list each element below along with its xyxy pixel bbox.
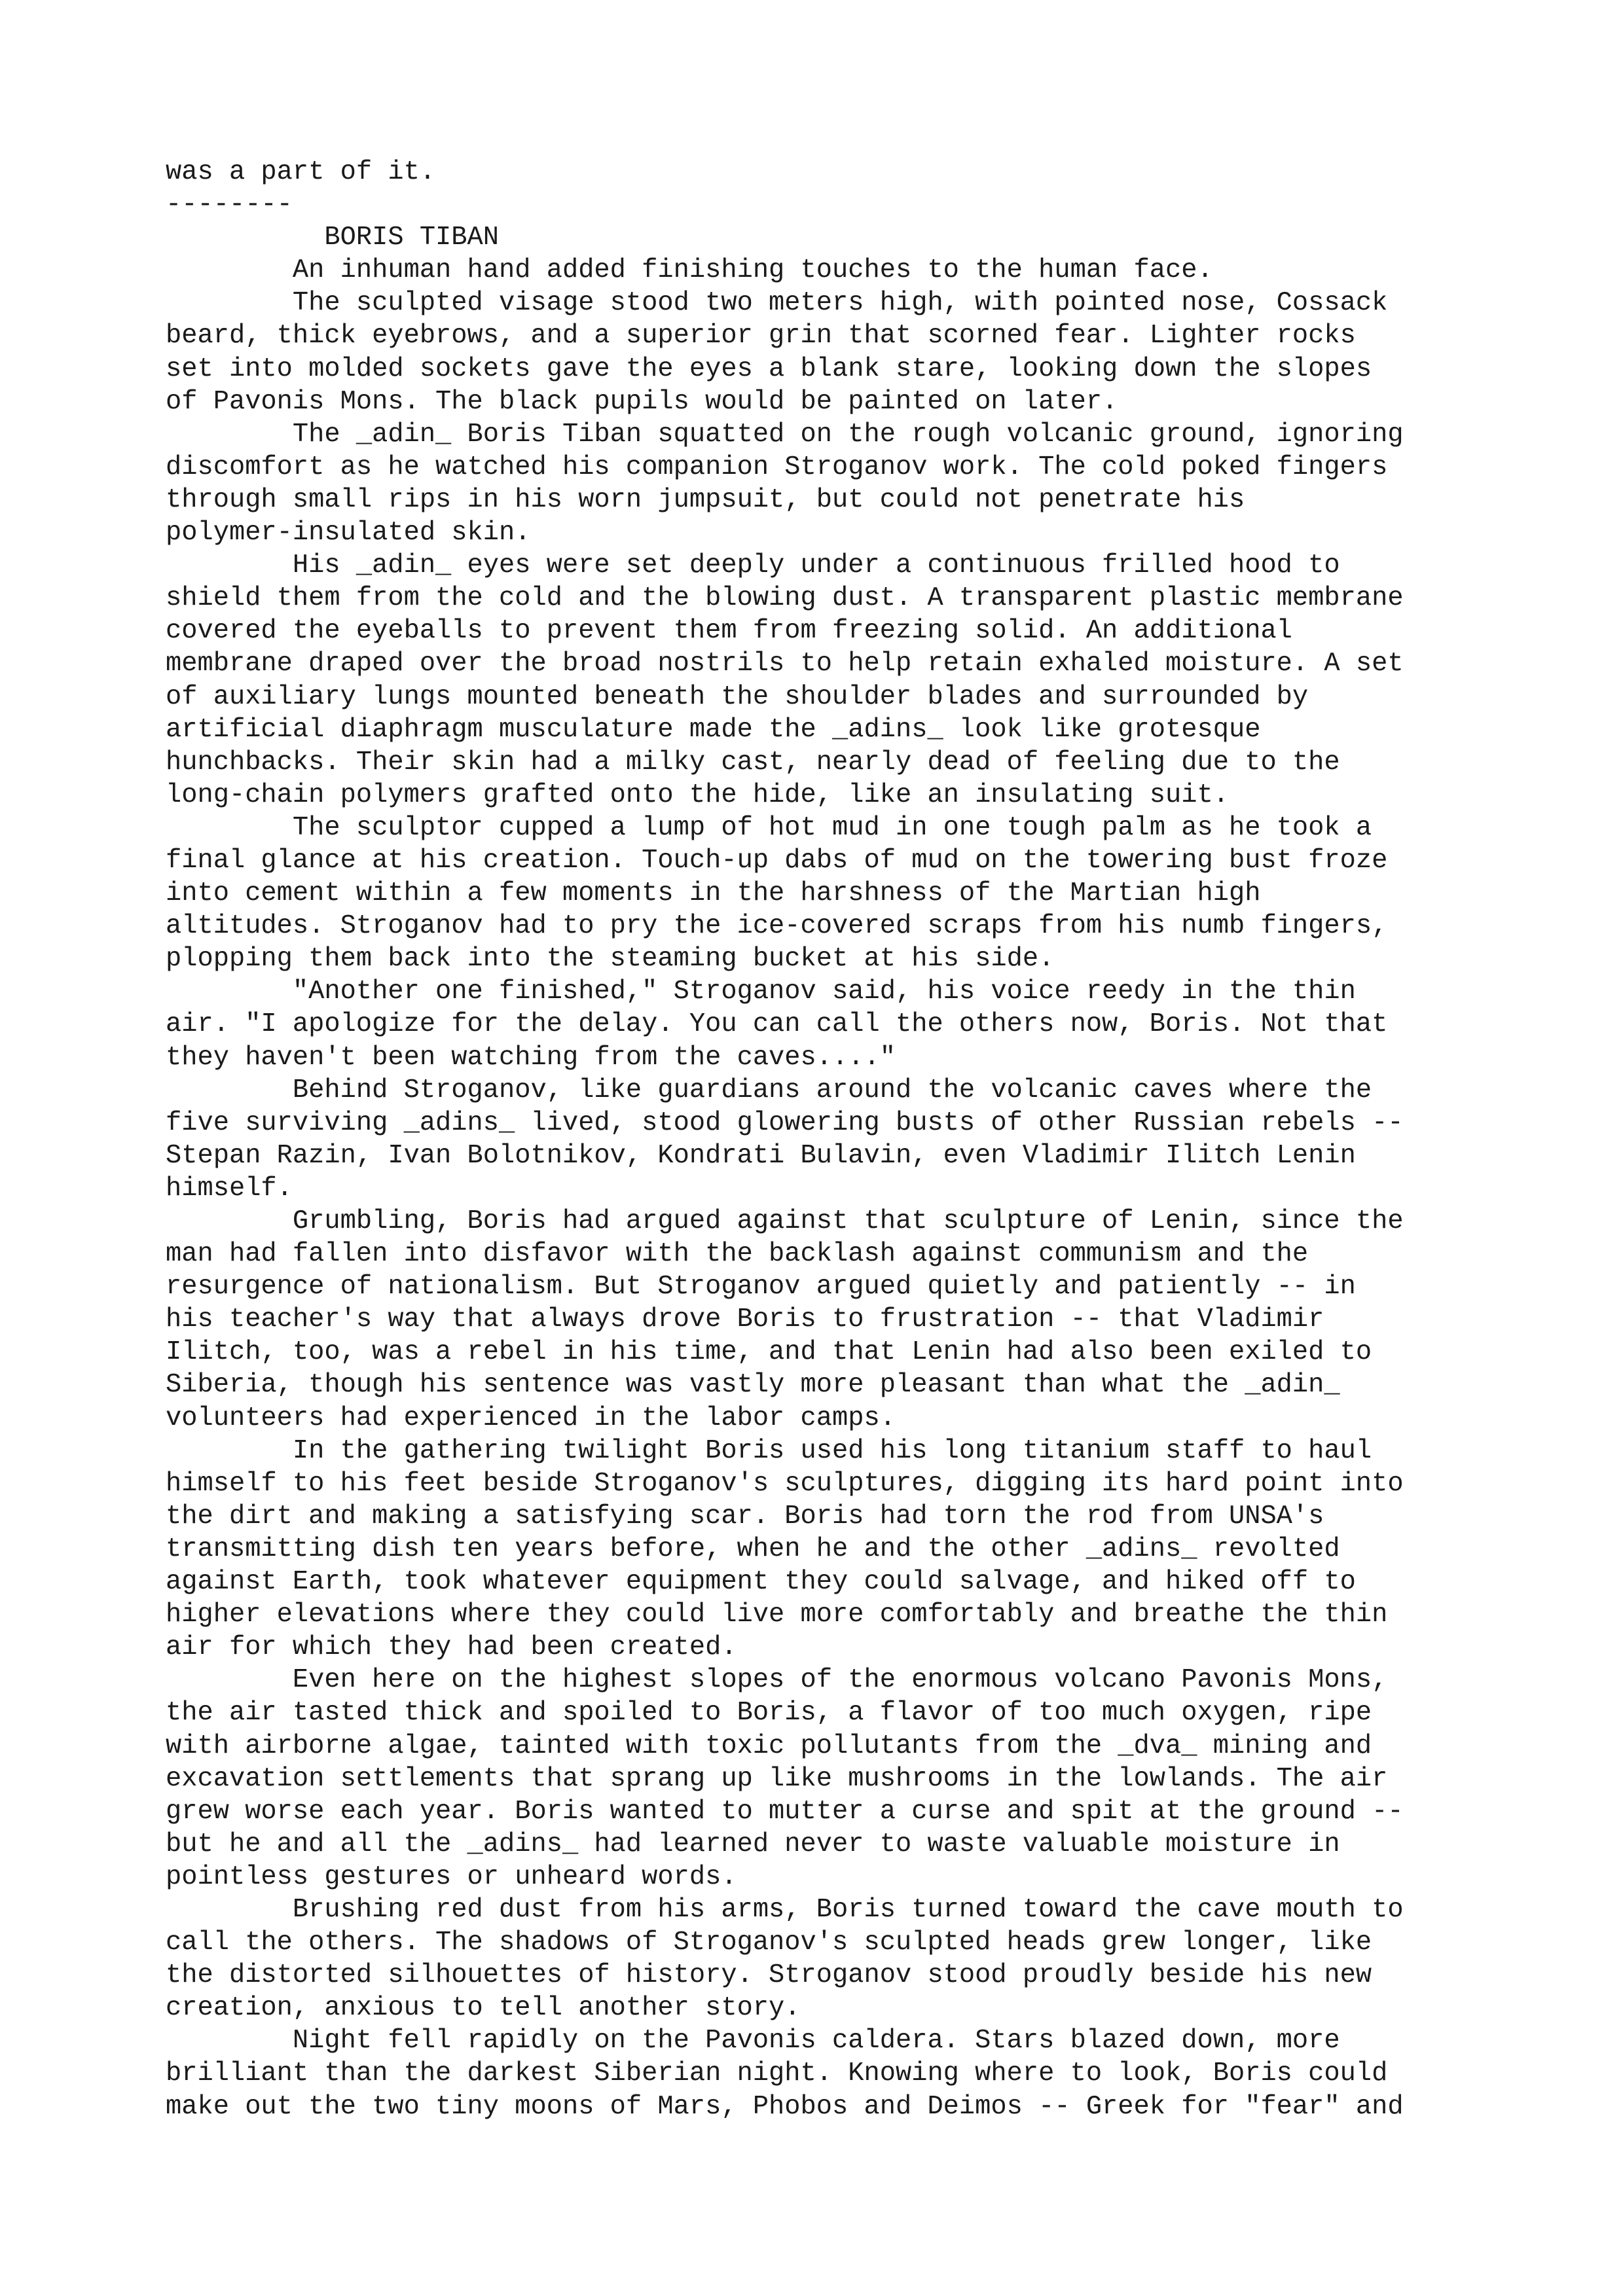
text-line: of Pavonis Mons. The black pupils would be painted on later. bbox=[166, 386, 1118, 417]
text-line: Siberia, though his sentence was vastly more pleasant than what the _adin_ bbox=[166, 1370, 1340, 1401]
text-line: make out the two tiny moons of Mars, Phobos and Deimos -- Greek for "fear" and bbox=[166, 2091, 1404, 2122]
text-line: his teacher's way that always drove Boris to frustration -- that Vladimir bbox=[166, 1304, 1324, 1335]
text-line: the air tasted thick and spoiled to Boris, a flavor of too much oxygen, ripe bbox=[166, 1698, 1372, 1729]
text-line: long-chain polymers grafted onto the hide, like an insulating suit. bbox=[166, 780, 1229, 810]
text-line: artificial diaphragm musculature made the _adins_ look like grotesque bbox=[166, 714, 1261, 745]
text-line: of auxiliary lungs mounted beneath the shoulder blades and surrounded by bbox=[166, 681, 1309, 712]
text-line: himself. bbox=[166, 1173, 293, 1204]
text-line: In the gathering twilight Boris used his long titanium staff to haul bbox=[166, 1435, 1372, 1466]
text-line: was a part of it. bbox=[166, 157, 436, 187]
text-line: transmitting dish ten years before, when he and the other _adins_ revolted bbox=[166, 1534, 1340, 1564]
text-line: brilliant than the darkest Siberian night. Knowing where to look, Boris could bbox=[166, 2058, 1388, 2089]
text-line: plopping them back into the steaming bucket at his side. bbox=[166, 944, 1055, 975]
text-line: man had fallen into disfavor with the backlash against communism and the bbox=[166, 1239, 1309, 1270]
text-line: set into molded sockets gave the eyes a blank stare, looking down the slopes bbox=[166, 353, 1372, 384]
text-line: grew worse each year. Boris wanted to mutter a curse and spit at the ground -- bbox=[166, 1796, 1404, 1827]
text-line: volunteers had experienced in the labor camps. bbox=[166, 1403, 896, 1433]
text-line: into cement within a few moments in the harshness of the Martian high bbox=[166, 878, 1261, 909]
text-line: Behind Stroganov, like guardians around the volcanic caves where the bbox=[166, 1075, 1372, 1105]
text-line: against Earth, took whatever equipment they could salvage, and hiked off to bbox=[166, 1567, 1356, 1598]
text-line: Even here on the highest slopes of the enormous volcano Pavonis Mons, bbox=[166, 1665, 1388, 1696]
text-line: Brushing red dust from his arms, Boris turned toward the cave mouth to bbox=[166, 1894, 1404, 1925]
text-line: shield them from the cold and the blowing dust. A transparent plastic membrane bbox=[166, 583, 1404, 614]
text-line: they haven't been watching from the caves...." bbox=[166, 1042, 896, 1073]
text-line: air. "I apologize for the delay. You can call the others now, Boris. Not that bbox=[166, 1009, 1388, 1040]
text-line: excavation settlements that sprang up like mushrooms in the lowlands. The air bbox=[166, 1763, 1388, 1794]
text-line: Ilitch, too, was a rebel in his time, and that Lenin had also been exiled to bbox=[166, 1337, 1372, 1368]
text-line: but he and all the _adins_ had learned never to waste valuable moisture in bbox=[166, 1829, 1340, 1859]
text-line: membrane draped over the broad nostrils to help retain exhaled moisture. A set bbox=[166, 649, 1404, 679]
text-line: creation, anxious to tell another story. bbox=[166, 1993, 801, 2024]
text-line: air for which they had been created. bbox=[166, 1632, 737, 1663]
text-line: beard, thick eyebrows, and a superior grin that scorned fear. Lighter rocks bbox=[166, 321, 1356, 351]
text-line: through small rips in his worn jumpsuit, but could not penetrate his bbox=[166, 484, 1245, 515]
text-line: final glance at his creation. Touch-up dabs of mud on the towering bust froze bbox=[166, 845, 1388, 876]
text-line: hunchbacks. Their skin had a milky cast, nearly dead of feeling due to the bbox=[166, 747, 1340, 778]
text-line: -------- bbox=[166, 190, 293, 221]
text-line: discomfort as he watched his companion Stroganov work. The cold poked fingers bbox=[166, 452, 1388, 482]
text-line: The sculpted visage stood two meters high, with pointed nose, Cossack bbox=[166, 288, 1388, 319]
text-line: The sculptor cupped a lump of hot mud in one tough palm as he took a bbox=[166, 812, 1372, 843]
document-body bbox=[166, 156, 1619, 2123]
text-line: pointless gestures or unheard words. bbox=[166, 1861, 737, 1892]
text-line: His _adin_ eyes were set deeply under a continuous frilled hood to bbox=[166, 550, 1340, 581]
text-line: "Another one finished," Stroganov said, his voice reedy in the thin bbox=[166, 977, 1356, 1007]
text-line: polymer-insulated skin. bbox=[166, 518, 531, 548]
text-line: An inhuman hand added finishing touches to the human face. bbox=[166, 255, 1213, 286]
text-line: with airborne algae, tainted with toxic pollutants from the _dva_ mining and bbox=[166, 1731, 1372, 1761]
text-line: higher elevations where they could live more comfortably and breathe the thin bbox=[166, 1600, 1388, 1630]
text-line: The _adin_ Boris Tiban squatted on the rough volcanic ground, ignoring bbox=[166, 419, 1404, 450]
text-line: the distorted silhouettes of history. Stroganov stood proudly beside his new bbox=[166, 1960, 1372, 1991]
text-line: himself to his feet beside Stroganov's sculptures, digging its hard point into bbox=[166, 1468, 1404, 1499]
text-line: call the others. The shadows of Stroganov's sculpted heads grew longer, like bbox=[166, 1928, 1372, 1958]
text-line: covered the eyeballs to prevent them from freezing solid. An additional bbox=[166, 616, 1292, 647]
text-line: resurgence of nationalism. But Stroganov argued quietly and patiently -- in bbox=[166, 1272, 1356, 1302]
text-line: Grumbling, Boris had argued against that sculpture of Lenin, since the bbox=[166, 1206, 1404, 1236]
text-line: Stepan Razin, Ivan Bolotnikov, Kondrati Bulavin, even Vladimir Ilitch Lenin bbox=[166, 1140, 1356, 1171]
text-line: altitudes. Stroganov had to pry the ice-covered scraps from his numb fingers, bbox=[166, 911, 1388, 942]
text-line: the dirt and making a satisfying scar. Boris had torn the rod from UNSA's bbox=[166, 1501, 1324, 1532]
text-line: BORIS TIBAN bbox=[166, 223, 500, 253]
text-line: Night fell rapidly on the Pavonis caldera. Stars blazed down, more bbox=[166, 2026, 1340, 2056]
text-line: five surviving _adins_ lived, stood glowering busts of other Russian rebels -- bbox=[166, 1107, 1404, 1138]
